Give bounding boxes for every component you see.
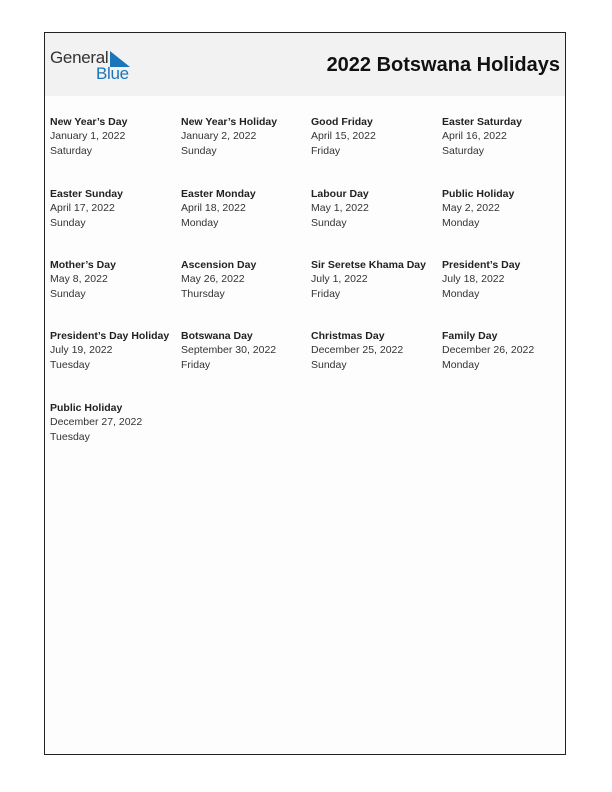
- holiday-name: New Year’s Holiday: [181, 116, 278, 128]
- holiday-date: December 26, 2022: [442, 344, 535, 357]
- holiday-name: Family Day: [442, 330, 498, 342]
- holiday-date: July 19, 2022: [50, 344, 113, 357]
- holiday-date: April 16, 2022: [442, 130, 507, 143]
- holiday-date: April 17, 2022: [50, 202, 115, 215]
- holiday-entry: [50, 187, 175, 230]
- holiday-name: Ascension Day: [181, 259, 257, 271]
- holiday-weekday: Sunday: [311, 358, 347, 371]
- header: [45, 33, 565, 96]
- holiday-date: January 2, 2022: [181, 130, 257, 143]
- holiday-weekday: Saturday: [50, 144, 93, 157]
- holiday-weekday: Sunday: [311, 216, 347, 229]
- holiday-entry: [181, 187, 306, 230]
- holiday-date: April 15, 2022: [311, 130, 376, 143]
- holiday-weekday: Monday: [442, 216, 480, 229]
- holiday-entry: [442, 187, 567, 230]
- holiday-date: July 1, 2022: [311, 273, 368, 286]
- holiday-entry: [50, 329, 175, 372]
- holiday-entry: [442, 115, 567, 158]
- holiday-entry: [442, 329, 567, 372]
- holiday-weekday: Friday: [311, 287, 341, 300]
- holiday-date: May 1, 2022: [311, 202, 369, 215]
- holiday-entry: [181, 258, 306, 301]
- holiday-entry: [50, 258, 175, 301]
- holiday-weekday: Sunday: [181, 144, 217, 157]
- holiday-entry: [181, 115, 306, 158]
- holiday-weekday: Monday: [442, 358, 480, 371]
- holiday-date: May 26, 2022: [181, 273, 245, 286]
- holiday-date: December 27, 2022: [50, 416, 143, 429]
- logo-word-blue: Blue: [96, 64, 129, 83]
- holiday-weekday: Monday: [442, 287, 480, 300]
- holiday-name: Botswana Day: [181, 330, 253, 342]
- holiday-name: President’s Day: [442, 259, 521, 271]
- holiday-entry: [50, 401, 175, 444]
- holiday-date: December 25, 2022: [311, 344, 404, 357]
- holiday-name: Public Holiday: [50, 402, 123, 414]
- holiday-name: Easter Sunday: [50, 188, 123, 200]
- holiday-date: September 30, 2022: [181, 344, 277, 357]
- holiday-weekday: Monday: [181, 216, 219, 229]
- logo: [50, 48, 140, 84]
- holiday-weekday: Friday: [181, 358, 211, 371]
- holiday-date: July 18, 2022: [442, 273, 505, 286]
- holiday-date: May 2, 2022: [442, 202, 500, 215]
- holiday-weekday: Tuesday: [50, 430, 90, 443]
- holiday-date: January 1, 2022: [50, 130, 126, 143]
- holiday-name: Public Holiday: [442, 188, 515, 200]
- holiday-entry: [50, 115, 175, 158]
- holiday-weekday: Saturday: [442, 144, 485, 157]
- holiday-name: Sir Seretse Khama Day: [311, 259, 426, 271]
- page-title: 2022 Botswana Holidays: [326, 54, 560, 76]
- holiday-name: Labour Day: [311, 188, 369, 200]
- holiday-entry: [311, 187, 436, 230]
- holiday-weekday: Sunday: [50, 287, 86, 300]
- holiday-name: New Year’s Day: [50, 116, 128, 128]
- holiday-date: April 18, 2022: [181, 202, 246, 215]
- holiday-name: President’s Day Holiday: [50, 330, 170, 342]
- holiday-name: Good Friday: [311, 116, 373, 128]
- holiday-name: Easter Monday: [181, 188, 256, 200]
- holiday-entry: [311, 115, 436, 158]
- holiday-name: Christmas Day: [311, 330, 385, 342]
- holiday-name: Easter Saturday: [442, 116, 522, 128]
- holiday-weekday: Friday: [311, 144, 341, 157]
- page-frame: [44, 32, 566, 755]
- holiday-date: May 8, 2022: [50, 273, 108, 286]
- holiday-entry: [311, 329, 436, 372]
- holiday-name: Mother’s Day: [50, 259, 116, 271]
- holiday-entry: [311, 258, 436, 301]
- holiday-entry: [442, 258, 567, 301]
- holiday-weekday: Tuesday: [50, 358, 90, 371]
- holiday-weekday: Thursday: [181, 287, 225, 300]
- holiday-weekday: Sunday: [50, 216, 86, 229]
- holiday-entry: [181, 329, 306, 372]
- logo-word-general: General: [50, 48, 109, 67]
